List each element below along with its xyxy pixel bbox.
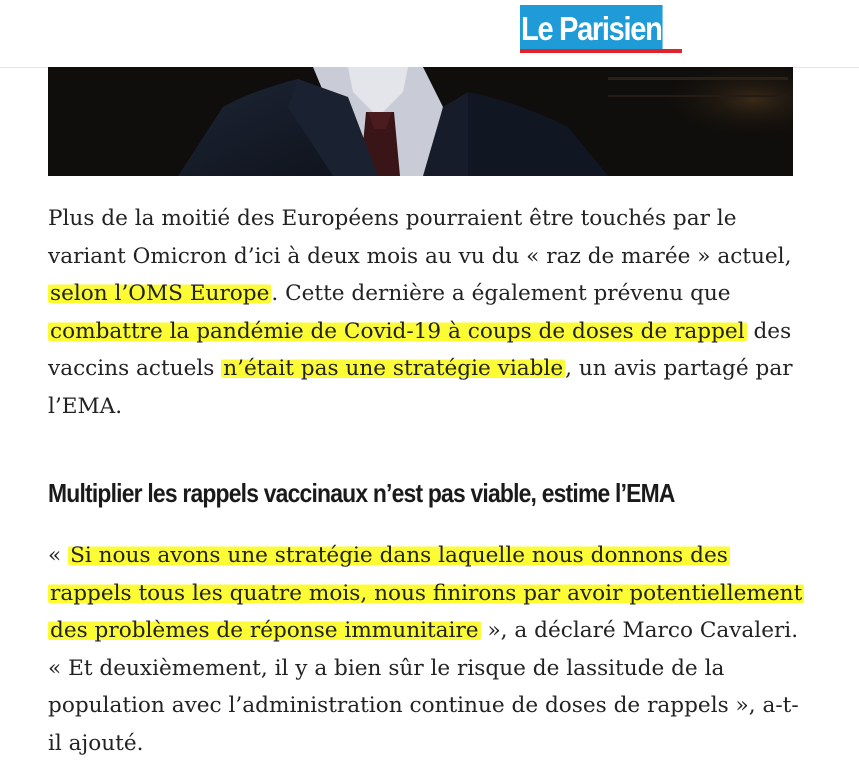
paragraph-text: , un avis partagé par l’EMA. <box>48 356 793 419</box>
paragraph-text: « <box>48 543 69 568</box>
highlight: combattre la pandémie de Covid-19 à coups de doses de rappel <box>50 318 745 344</box>
site-header <box>0 0 859 68</box>
portrait-photo-icon <box>48 67 793 176</box>
highlight: selon l’OMS Europe <box>50 281 270 307</box>
section-heading: Multiplier les rappels vaccinaux n’est pas viable, estime l’EMA <box>48 478 675 508</box>
logo-text: Le Parisien <box>521 9 662 47</box>
paragraph-text: », a déclaré Marco Cavaleri. « Et deuxièmement, il y a bien sûr le risque de lassitude de la population avec l’administration continue de doses de rappels », a-t-il ajouté. <box>48 618 799 756</box>
article-paragraph <box>48 537 808 763</box>
highlight: Si nous avons une stratégie dans laquelle nous donnons des rappels tous les quatre mois, nous finirons par avoir potentiellement des problèmes de réponse immunitaire <box>50 543 803 644</box>
logo-underline <box>520 49 682 53</box>
highlight: n’était pas une stratégie viable <box>223 356 564 382</box>
paragraph-text: . Cette dernière a également prévenu que <box>271 281 731 307</box>
paragraph-text: Plus de la moitié des Européens pourraient être touchés par le variant Omicron d’ici à deux mois au vu du « raz de marée » actuel, <box>48 206 792 269</box>
paragraph-text: des vaccins actuels <box>48 318 792 382</box>
le-parisien-logo[interactable] <box>520 5 663 52</box>
hero-image <box>48 67 793 176</box>
article-paragraph <box>48 200 808 426</box>
